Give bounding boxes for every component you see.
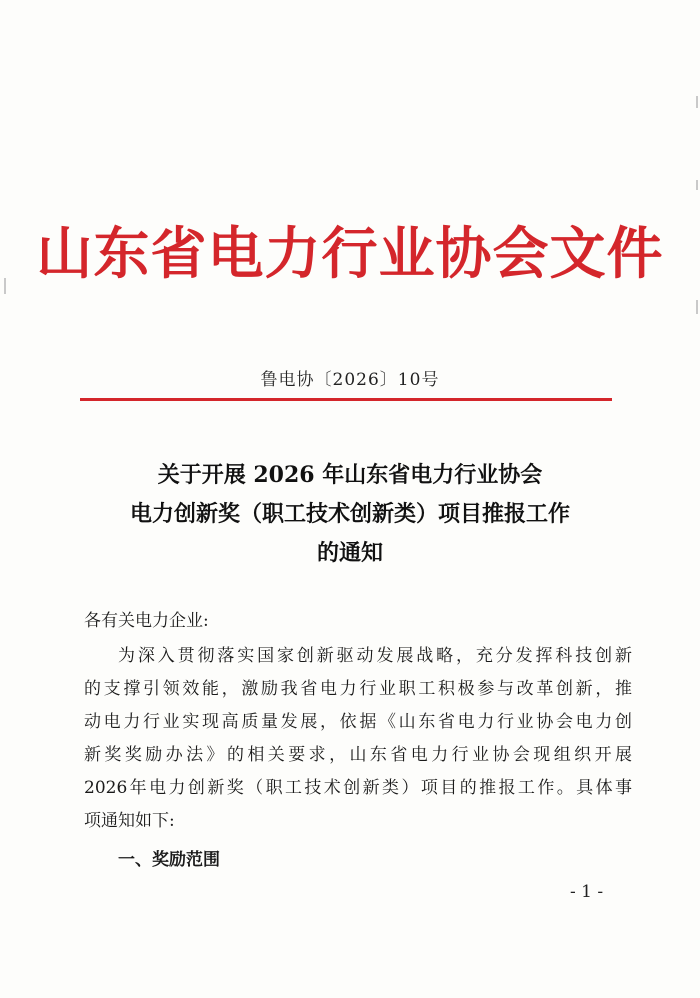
heading-line: 关于开展 2026 年山东省电力行业协会 bbox=[157, 462, 543, 488]
body-paragraph bbox=[84, 640, 632, 838]
body-line: 为深入贯彻落实国家创新驱动发展战略，充分发挥科技创新 bbox=[118, 646, 632, 666]
scan-edge-mark bbox=[696, 180, 698, 190]
body-line: 项通知如下: bbox=[84, 811, 175, 831]
scan-edge-mark bbox=[696, 300, 698, 314]
scan-edge-mark bbox=[696, 96, 698, 108]
body-line: 新奖奖励办法》的相关要求，山东省电力行业协会现组织开展 bbox=[84, 745, 632, 765]
document-header-title: 山东省电力行业协会文件 bbox=[36, 221, 664, 287]
body-line: 动电力行业实现高质量发展，依据《山东省电力行业协会电力创 bbox=[84, 712, 632, 732]
heading-line: 电力创新奖（职工技术创新类）项目推报工作 bbox=[129, 501, 570, 527]
document-number: 鲁电协〔2026〕10号 bbox=[260, 370, 440, 390]
salutation: 各有关电力企业: bbox=[84, 611, 209, 631]
body-line: 2026年电力创新奖（职工技术创新类）项目的推报工作。具体事 bbox=[84, 778, 632, 798]
document-heading bbox=[0, 456, 700, 573]
body-line: 的支撑引领效能，激励我省电力行业职工积极参与改革创新，推 bbox=[84, 679, 632, 699]
section-heading: 一、奖励范围 bbox=[118, 850, 220, 870]
red-separator-line bbox=[80, 398, 612, 401]
page-number: - 1 - bbox=[570, 882, 604, 902]
heading-line: 的通知 bbox=[316, 540, 383, 566]
